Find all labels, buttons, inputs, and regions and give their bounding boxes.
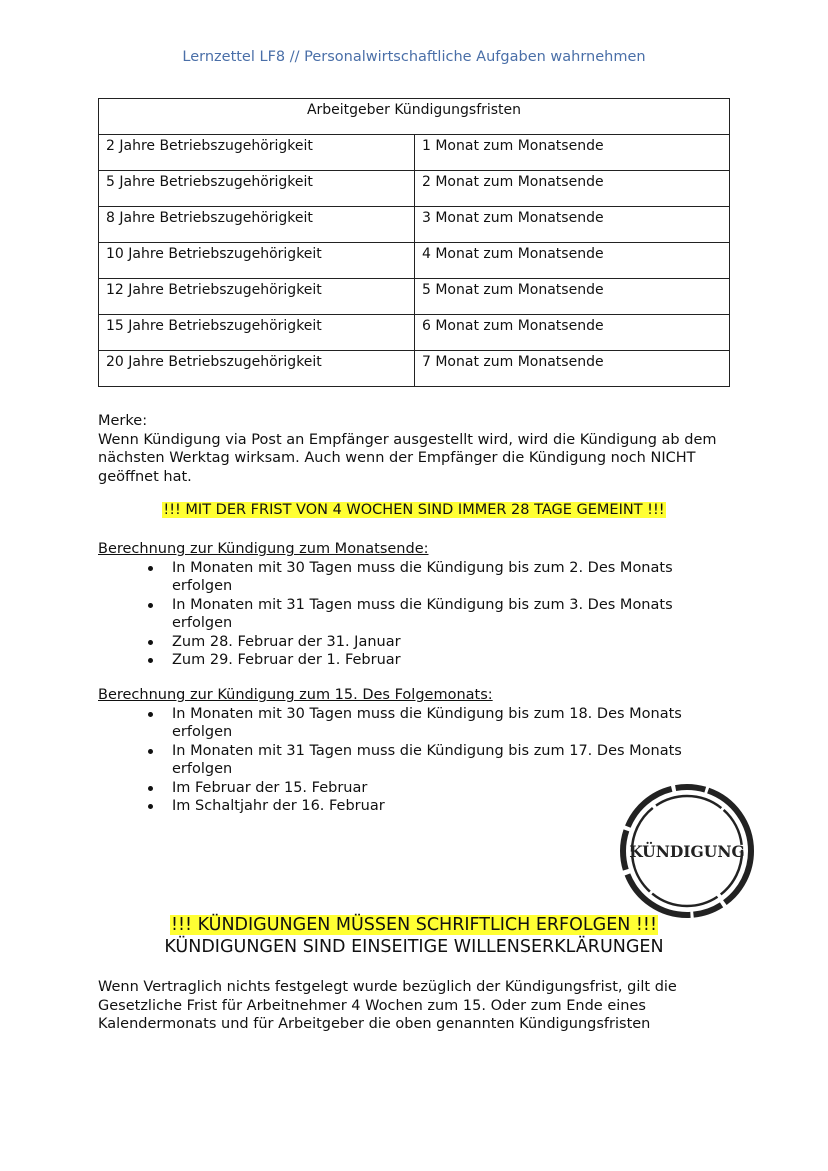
table-row (99, 207, 730, 243)
table-row (99, 243, 730, 279)
section-monatsende (98, 540, 728, 670)
page-header: Lernzettel LF8 // Personalwirtschaftliche Aufgaben wahrnehmen (182, 49, 646, 65)
list-item: In Monaten mit 30 Tagen muss die Kündigung bis zum 18. Des Monats erfolgen (98, 705, 728, 742)
list-item: Im Februar der 15. Februar (98, 779, 728, 798)
table-cell-duration: 2 Jahre Betriebszugehörigkeit (99, 135, 415, 171)
table-row (99, 279, 730, 315)
merke-text: Wenn Kündigung via Post an Empfänger ausgestellt wird, wird die Kündigung ab dem nächsten Werktag wirksam. Auch wenn der Empfänger die Kündigung noch NICHT geöffnet hat. (98, 431, 717, 485)
list-item: Zum 28. Februar der 31. Januar (98, 633, 728, 652)
highlight-schriftlich-text: !!! KÜNDIGUNGEN MÜSSEN SCHRIFTLICH ERFOLGEN !!! (171, 915, 657, 935)
highlight-28-days (0, 502, 828, 518)
table-cell-notice: 6 Monat zum Monatsende (415, 315, 730, 351)
table-cell-duration: 5 Jahre Betriebszugehörigkeit (99, 171, 415, 207)
table-cell-notice: 4 Monat zum Monatsende (415, 243, 730, 279)
table-cell-duration: 10 Jahre Betriebszugehörigkeit (99, 243, 415, 279)
highlight-schriftlich (0, 914, 828, 958)
list-item: In Monaten mit 30 Tagen muss die Kündigung bis zum 2. Des Monats erfolgen (98, 559, 728, 596)
table-cell-notice: 2 Monat zum Monatsende (415, 171, 730, 207)
outro-paragraph: Wenn Vertraglich nichts festgelegt wurde bezüglich der Kündigungsfrist, gilt die Gesetzliche Frist für Arbeitnehmer 4 Wochen zum 15. Oder zum Ende eines Kalendermonats und für Arbeitgeber die oben genannten Kündigungsfristen (98, 979, 677, 1032)
table-cell-duration: 20 Jahre Betriebszugehörigkeit (99, 351, 415, 387)
merke-note (98, 412, 728, 486)
list-item: In Monaten mit 31 Tagen muss die Kündigung bis zum 17. Des Monats erfolgen (98, 742, 728, 779)
table-caption-row (99, 99, 730, 135)
table-cell-notice: 5 Monat zum Monatsende (415, 279, 730, 315)
table-caption: Arbeitgeber Kündigungsfristen (99, 99, 730, 135)
section-title: Berechnung zur Kündigung zum 15. Des Folgemonats: (98, 687, 493, 703)
table-row (99, 135, 730, 171)
notice-period-table (98, 98, 730, 387)
table-row (99, 171, 730, 207)
highlight-28-days-text: !!! MIT DER FRIST VON 4 WOCHEN SIND IMMER 28 TAGE GEMEINT !!! (163, 502, 665, 518)
table-cell-duration: 15 Jahre Betriebszugehörigkeit (99, 315, 415, 351)
list-item: In Monaten mit 31 Tagen muss die Kündigung bis zum 3. Des Monats erfolgen (98, 596, 728, 633)
einseitige-willenserklaerung: KÜNDIGUNGEN SIND EINSEITIGE WILLENSERKLÄRUNGEN (164, 937, 664, 957)
table-row (99, 351, 730, 387)
table-cell-duration: 8 Jahre Betriebszugehörigkeit (99, 207, 415, 243)
kuendigung-stamp-icon (618, 782, 756, 920)
table-cell-notice: 3 Monat zum Monatsende (415, 207, 730, 243)
bullet-list (98, 559, 728, 670)
table-row (99, 315, 730, 351)
list-item: Im Schaltjahr der 16. Februar (98, 797, 728, 816)
list-item: Zum 29. Februar der 1. Februar (98, 651, 728, 670)
table-cell-duration: 12 Jahre Betriebszugehörigkeit (99, 279, 415, 315)
table-cell-notice: 7 Monat zum Monatsende (415, 351, 730, 387)
table-cell-notice: 1 Monat zum Monatsende (415, 135, 730, 171)
merke-label: Merke: (98, 413, 148, 429)
section-title: Berechnung zur Kündigung zum Monatsende: (98, 541, 429, 557)
stamp-text: KÜNDIGUNG (629, 842, 745, 861)
